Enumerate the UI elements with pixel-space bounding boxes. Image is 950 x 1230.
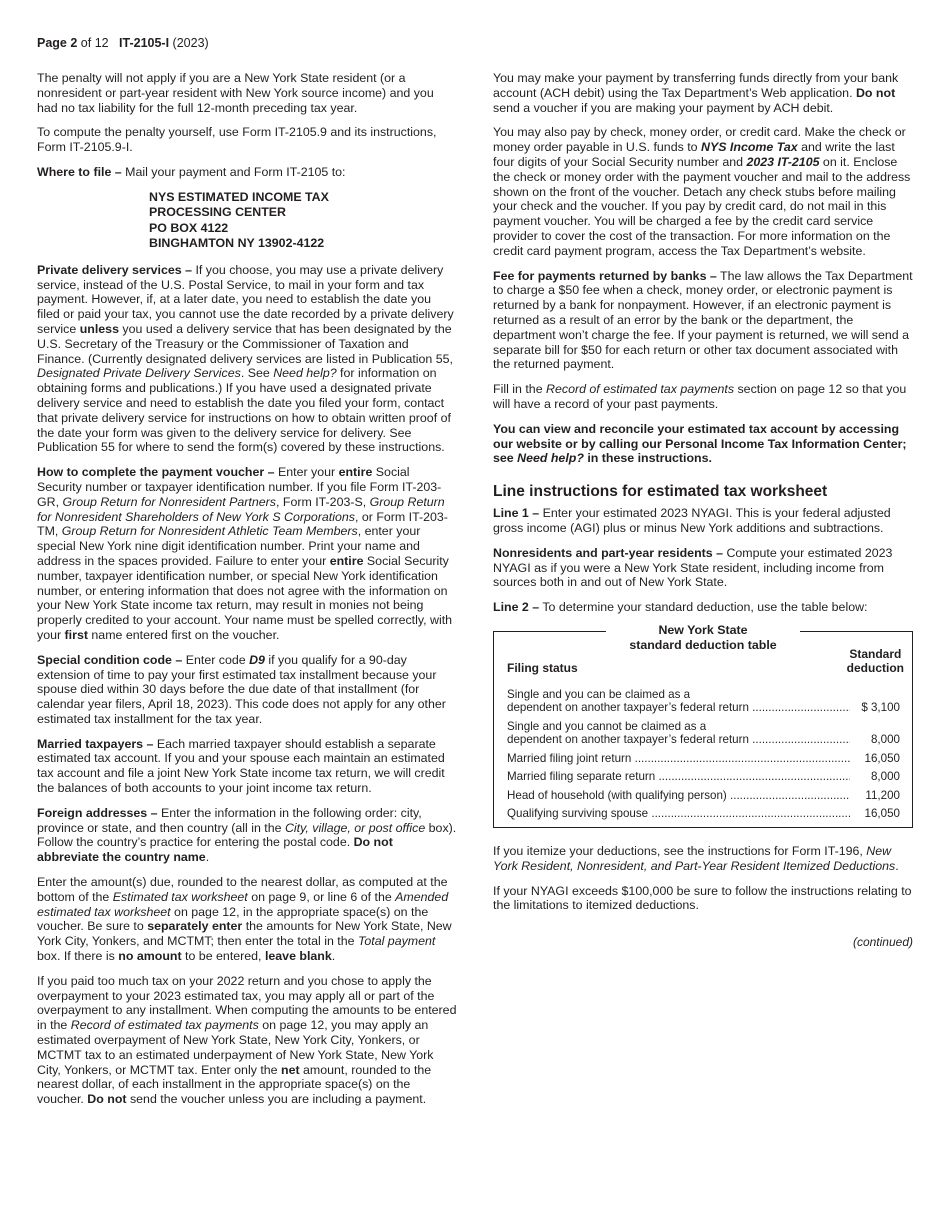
- ach-paragraph: You may make your payment by transferring funds directly from your bank account (ACH debit) using the Tax Department’s Web application. Do not send a voucher if you are making your payment by ACH debit.: [493, 71, 899, 115]
- table-rows: [507, 688, 900, 826]
- page-label: Page 2: [37, 36, 78, 50]
- record-payments-paragraph: Fill in the Record of estimated tax payments section on page 12 so that you will have a record of your past payments.: [493, 382, 907, 411]
- table-row: Married filing separate return ..... 8,000: [507, 770, 900, 784]
- returned-payment-fee-paragraph: Fee for payments returned by banks – The law allows the Tax Department to charge a $50 fee when a check, money order, or electronic payment is returned by a bank for nonpayment. However, if an electronic payment is returned as a result of an error by the bank or the department, the department won’t charge the fee. If your payment is returned, we will send a separate bill for $50 for each return or other tax document associated with the returned payment.: [493, 268, 913, 372]
- page-of-label: of 12: [80, 36, 109, 50]
- form-year: (2023): [172, 36, 209, 50]
- penalty-paragraph: The penalty will not apply if you are a New York State resident (or a nonresident or part-year resident with New York source income) and you had no tax liability for the full 12-month preceding tax year.: [37, 71, 434, 115]
- overpayment-paragraph: If you paid too much tax on your 2022 return and you chose to apply the overpayment to your 2023 estimated tax, you may apply all or part of the overpayment to any installment. When computing the amounts to be entered in the Record of estimated tax payments on page 12, you may apply an estimated overpayment of New York State, New York City, Yonkers, or MCTMT tax to an estimated underpayment of New York State, New York City, Yonkers, or MCTMT tax. Enter only the net amount, rounded to the nearest dollar, of each installment in the appropriate space(s) on the voucher. Do not send the voucher unless you are including a payment.: [37, 973, 457, 1107]
- table-row: Qualifying surviving spouse ..... 16,050: [507, 807, 900, 821]
- standard-deduction-table: [493, 622, 913, 828]
- itemize-paragraph: If you itemize your deductions, see the instructions for Form IT-196, New York Resident, Nonresident, and Part-Year Resident Itemized Deductions.: [493, 843, 899, 873]
- table-row: Single and you can be claimed as a dependent on another taxpayer’s federal return ..... $ 3,100: [507, 688, 900, 715]
- column-header-filing-status: Filing status: [507, 660, 578, 675]
- line2-paragraph: Line 2 – To determine your standard deduction, use the table below:: [493, 600, 868, 615]
- page-header: [37, 36, 209, 50]
- compute-penalty-paragraph: To compute the penalty yourself, use Form IT-2105.9 and its instructions, Form IT-2105.9-I.: [37, 125, 437, 155]
- enter-amounts-paragraph: Enter the amount(s) due, rounded to the nearest dollar, as computed at the bottom of the Estimated tax worksheet on page 9, or line 6 of the Amended estimated tax worksheet on page 12, in the appropriate space(s) on the voucher. Be sure to separately enter the amounts for New York State, New York City, Yonkers, and MCTMT; then enter the total in the Total payment box. If there is no amount to be entered, leave blank.: [37, 875, 452, 964]
- line1-paragraph: Line 1 – Enter your estimated 2023 NYAGI. This is your federal adjusted gross income (AGI) plus or minus New York additions and subtractions.: [493, 506, 891, 535]
- check-payment-paragraph: You may also pay by check, money order, or credit card. Make the check or money order payable in U.S. funds to NYS Income Tax and write the last four digits of your Social Security number and 2023 IT-2105 on it. Enclose the check or money order with the payment voucher and mail to the address shown on the front of the voucher. Detach any check stubs before mailing your check and the voucher. If you pay by credit card, do not mail in this payment voucher. You will be charged a fee by the credit card service provider to cover the cost of the transaction. For more information on the credit card payment program, access the Tax Department’s website.: [493, 125, 911, 258]
- table-row: Single and you cannot be claimed as a dependent on another taxpayer’s federal return ..... 8,000: [507, 720, 900, 747]
- nonresidents-paragraph: Nonresidents and part-year residents – Compute your estimated 2023 NYAGI as if you were a New York State resident, including income from sources both in and out of New York State.: [493, 545, 893, 590]
- column-header-standard-deduction: Standard deduction: [846, 646, 904, 675]
- foreign-addresses-paragraph: Foreign addresses – Enter the information in the following order: city, province or state, and then country (all in the City, village, or post office box). Follow the country’s practice for entering the postal code. Do not abbreviate the country name.: [37, 805, 457, 865]
- nyagi-limit-paragraph: If your NYAGI exceeds $100,000 be sure to follow the instructions relating to the limitations to itemized deductions.: [493, 883, 912, 913]
- payment-voucher-paragraph: How to complete the payment voucher – Enter your entire Social Security number or taxpayer identification number. If you file Form IT-203-GR, Group Return for Nonresident Partners, Form IT-203-S, Group Return for Nonresident Shareholders of New York S Corporations, or Form IT-203-TM, Group Return for Nonresident Athletic Team Members, enter your special New York nine digit identification number. Print your name and address in the spaces provided. Failure to enter your entire Social Security number, taxpayer identification number, or special New York identification number, or entering information that does not agree with the information on your New York State income tax return, may result in monies not being properly credited to your account. Your name must be spelled correctly, with your first name entered first on the voucher.: [37, 465, 453, 642]
- table-title: New York State standard deduction table: [606, 623, 800, 653]
- left-column: [37, 71, 457, 1117]
- married-taxpayers-paragraph: Married taxpayers – Each married taxpayer should establish a separate estimated tax account. If you and your spouse each maintain an estimated tax account and file a joint New York State income tax return, we will credit the balances of both accounts to your joint income tax return.: [37, 736, 445, 796]
- form-id: IT-2105-I: [119, 36, 170, 50]
- right-column: [493, 71, 913, 950]
- section-title: Line instructions for estimated tax worksheet: [493, 483, 828, 501]
- where-to-file-paragraph: Where to file – Mail your payment and Form IT-2105 to:: [37, 164, 346, 179]
- table-row: Married filing joint return ..... 16,050: [507, 752, 900, 766]
- view-account-paragraph: You can view and reconcile your estimated tax account by accessing our website or by calling our Personal Income Tax Information Center; see Need help? in these instructions.: [493, 421, 907, 466]
- special-condition-paragraph: Special condition code – Enter code D9 if you qualify for a 90-day extension of time to pay your first estimated tax installment because your spouse died within 30 days before the due date of that installment (for calendar year filers, April 18, 2023). This code does not apply for any other estimated tax installment for the tax year.: [37, 652, 446, 726]
- continued-label: (continued): [852, 935, 913, 950]
- private-delivery-paragraph: Private delivery services – If you choose, you may use a private delivery service, instead of the U.S. Postal Service, to mail in your form and tax payment. However, if, at a later date, you need to establish the date you filed or paid your tax, you cannot use the date recorded by a private delivery service unless you used a delivery service that has been designated by the U.S. Secretary of the Treasury or the Commissioner of Taxation and Finance. (Currently designated delivery services are listed in Publication 55, Designated Private Delivery Services. See Need help? for information on obtaining forms and publications.) If you have used a designated private delivery service and need to establish the date you filed your form, contact that private delivery service for instructions on how to obtain written proof of the date your form was given to the delivery service for delivery. See Publication 55 for where to send the form(s) covered by these instructions.: [37, 262, 454, 455]
- mailing-address: NYS ESTIMATED INCOME TAX PROCESSING CENTER PO BOX 4122 BINGHAMTON NY 13902-4122: [149, 189, 329, 251]
- table-row: Head of household (with qualifying person) ..... 11,200: [507, 789, 900, 803]
